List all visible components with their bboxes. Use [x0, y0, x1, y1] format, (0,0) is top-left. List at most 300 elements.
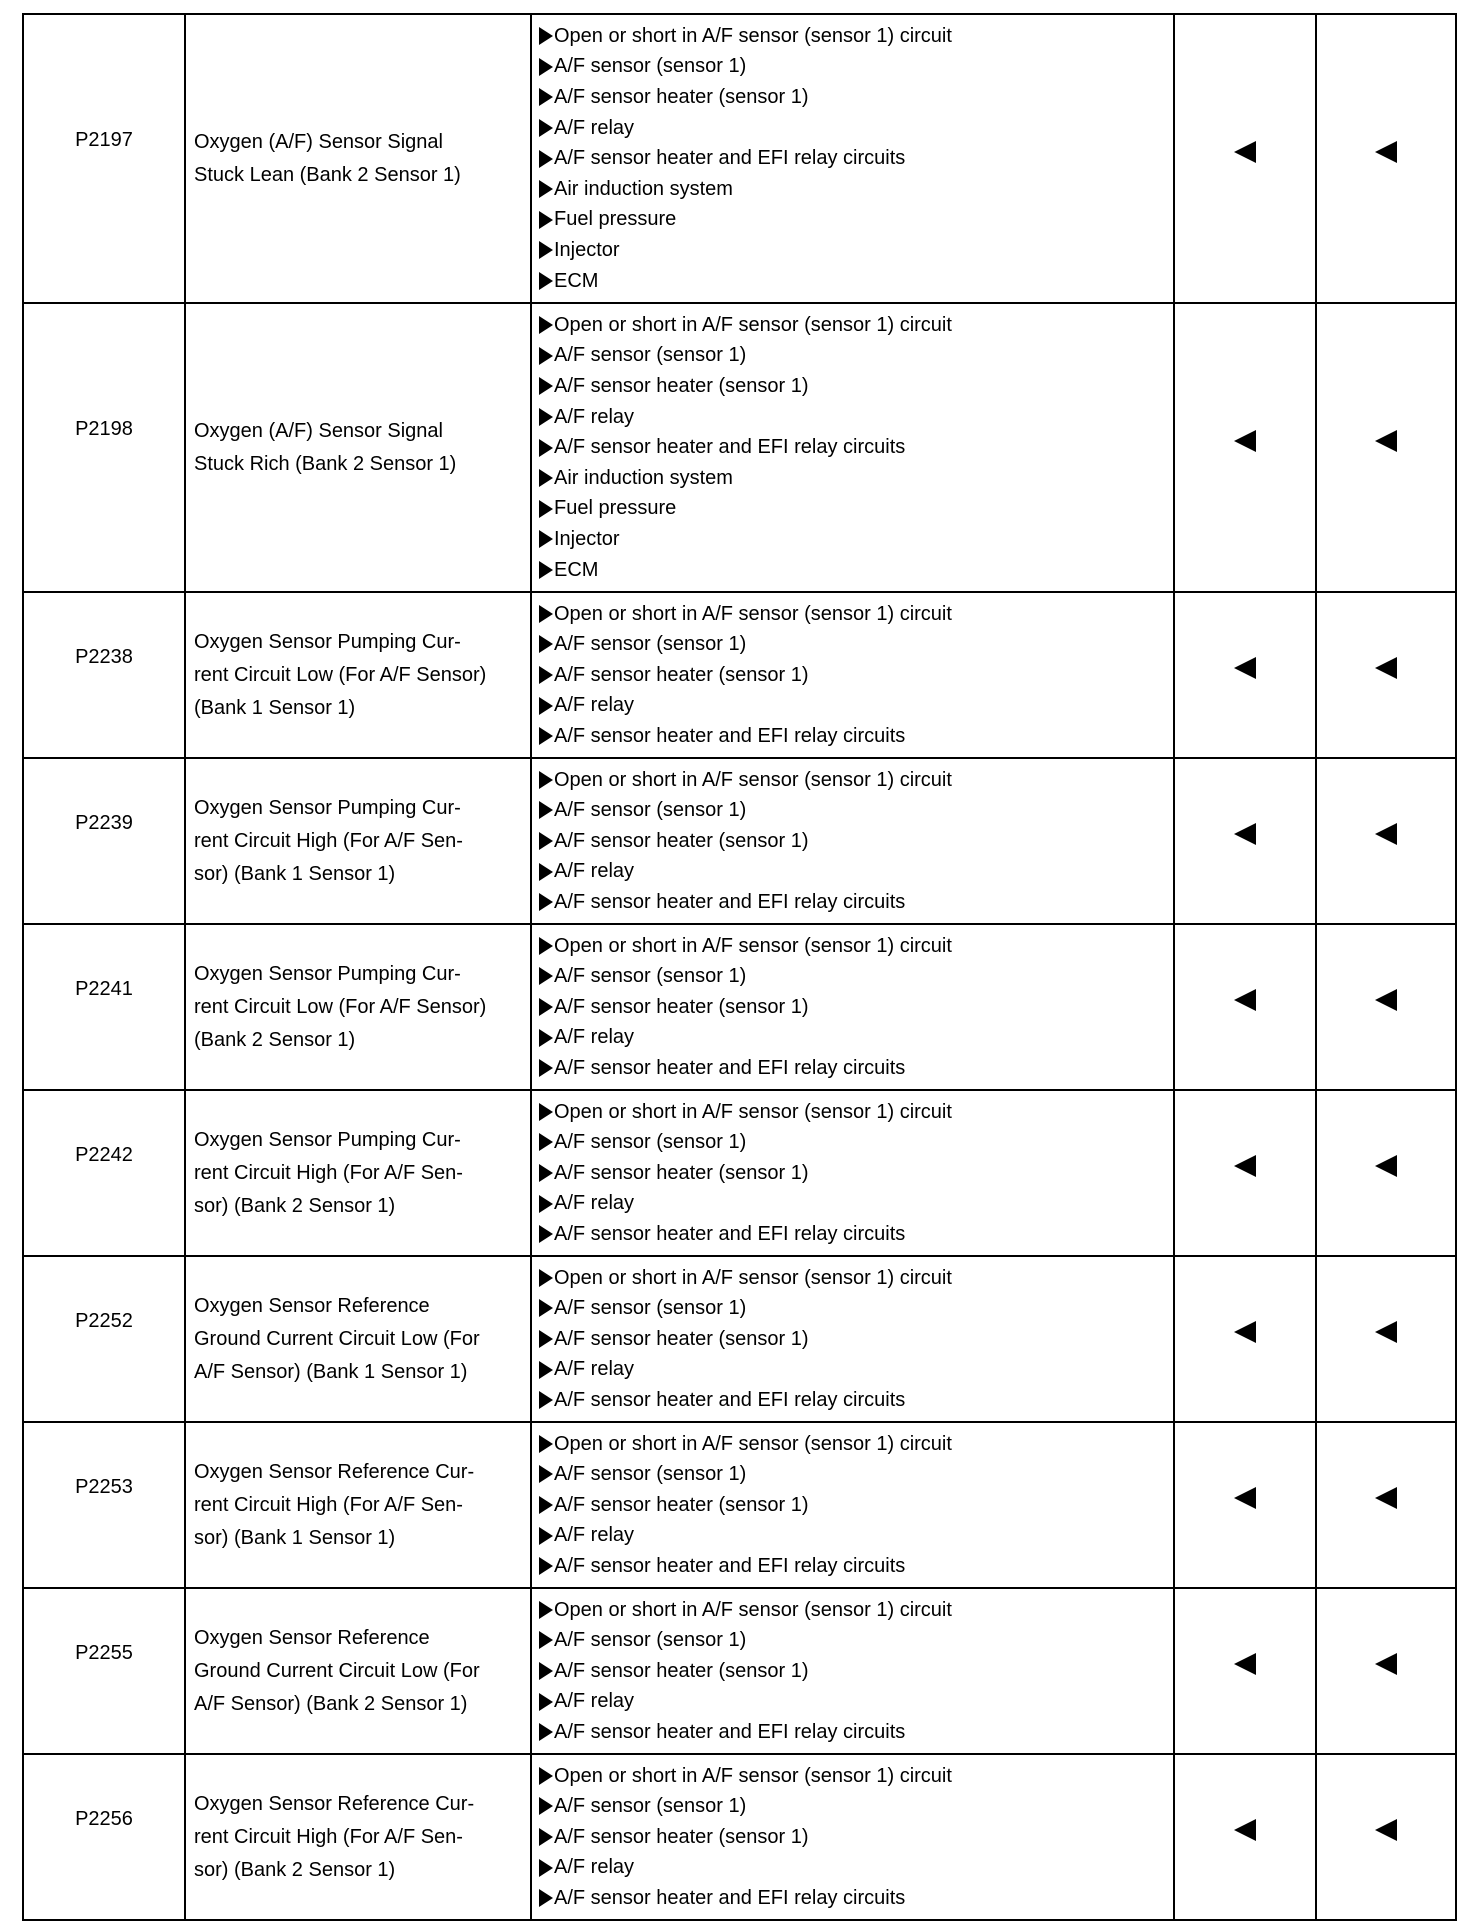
left-triangle-icon	[1375, 1653, 1397, 1675]
trouble-area-list	[539, 1097, 1167, 1250]
list-item	[539, 235, 1167, 266]
list-item	[539, 1822, 1167, 1853]
detection-item-line: sor) (Bank 2 Sensor 1)	[194, 1194, 396, 1217]
left-triangle-icon	[1234, 1487, 1256, 1509]
trouble-area-text: A/F sensor (sensor 1)	[554, 1629, 747, 1652]
list-item	[539, 340, 1167, 371]
trouble-area-text: A/F sensor heater (sensor 1)	[554, 1327, 809, 1350]
bullet-arrow-icon	[539, 27, 553, 45]
left-triangle-icon	[1375, 141, 1397, 163]
detection-item-line: Ground Current Circuit Low (For	[194, 1659, 480, 1682]
detection-item-line: Oxygen Sensor Pumping Cur-	[194, 630, 461, 653]
mil-cell	[1174, 924, 1316, 1090]
left-triangle-icon	[1234, 1819, 1256, 1841]
list-item	[539, 310, 1167, 341]
trouble-area-list	[539, 765, 1167, 918]
table-row	[23, 592, 1456, 758]
bullet-arrow-icon	[539, 1557, 553, 1575]
bullet-arrow-icon	[539, 1465, 553, 1483]
trouble-area-list	[539, 21, 1167, 296]
trouble-area-text: A/F relay	[554, 1026, 635, 1049]
dtc-code-cell	[23, 592, 185, 758]
trouble-area-text: A/F sensor (sensor 1)	[554, 799, 747, 822]
list-item	[539, 266, 1167, 297]
trouble-area-text: A/F sensor heater and EFI relay circuits	[554, 724, 906, 747]
trouble-area-text: A/F relay	[554, 116, 635, 139]
list-item	[539, 1053, 1167, 1084]
mil-cell	[1174, 1422, 1316, 1588]
bullet-arrow-icon	[539, 530, 553, 548]
list-item	[539, 887, 1167, 918]
detection-item-line: (Bank 1 Sensor 1)	[194, 696, 356, 719]
left-triangle-icon	[1375, 1487, 1397, 1509]
mil-cell	[1174, 758, 1316, 924]
trouble-area-text: A/F sensor (sensor 1)	[554, 1131, 747, 1154]
dtc-code-cell	[23, 1588, 185, 1754]
trouble-area-text: A/F relay	[554, 405, 635, 428]
list-item	[539, 1791, 1167, 1822]
trouble-area-text: A/F sensor heater and EFI relay circuits	[554, 1056, 906, 1079]
detection-item-line: Oxygen Sensor Pumping Cur-	[194, 962, 461, 985]
trouble-area-text: A/F sensor (sensor 1)	[554, 1297, 747, 1320]
detection-item-line: Oxygen (A/F) Sensor Signal	[194, 419, 443, 442]
list-item	[539, 463, 1167, 494]
list-item	[539, 856, 1167, 887]
dtc-code-cell	[23, 1754, 185, 1920]
detection-item-line: Oxygen (A/F) Sensor Signal	[194, 130, 443, 153]
trouble-area-cell	[531, 1422, 1174, 1588]
left-triangle-icon	[1375, 1819, 1397, 1841]
bullet-arrow-icon	[539, 1527, 553, 1545]
list-item	[539, 629, 1167, 660]
dtc-code: P2241	[75, 977, 133, 1000]
table-row	[23, 303, 1456, 592]
trouble-area-text: Air induction system	[554, 177, 733, 200]
bullet-arrow-icon	[539, 561, 553, 579]
trouble-area-cell	[531, 1588, 1174, 1754]
list-item	[539, 21, 1167, 52]
left-triangle-icon	[1234, 1155, 1256, 1177]
detection-item-cell	[185, 924, 531, 1090]
list-item	[539, 1263, 1167, 1294]
list-item	[539, 961, 1167, 992]
trouble-area-text: A/F sensor (sensor 1)	[554, 633, 747, 656]
list-item	[539, 795, 1167, 826]
trouble-area-text: A/F relay	[554, 860, 635, 883]
dtc-code: P2253	[75, 1475, 133, 1498]
trouble-area-cell	[531, 303, 1174, 592]
mil-cell	[1174, 303, 1316, 592]
bullet-arrow-icon	[539, 88, 553, 106]
trouble-area-text: A/F relay	[554, 1690, 635, 1713]
detection-item-line: (Bank 2 Sensor 1)	[194, 1028, 356, 1051]
bullet-arrow-icon	[539, 605, 553, 623]
bullet-arrow-icon	[539, 1496, 553, 1514]
left-triangle-icon	[1234, 141, 1256, 163]
list-item	[539, 1852, 1167, 1883]
left-triangle-icon	[1375, 430, 1397, 452]
trouble-area-text: A/F sensor heater (sensor 1)	[554, 1493, 809, 1516]
dtc-code-cell	[23, 1090, 185, 1256]
bullet-arrow-icon	[539, 727, 553, 745]
bullet-arrow-icon	[539, 1435, 553, 1453]
list-item	[539, 660, 1167, 691]
trouble-area-list	[539, 599, 1167, 752]
trouble-area-text: A/F sensor heater and EFI relay circuits	[554, 1554, 906, 1577]
bullet-arrow-icon	[539, 697, 553, 715]
dtc-code: P2198	[75, 418, 133, 441]
detection-item-line: Oxygen Sensor Pumping Cur-	[194, 796, 461, 819]
memory-cell	[1316, 592, 1456, 758]
trouble-area-text: A/F relay	[554, 1358, 635, 1381]
list-item	[539, 1324, 1167, 1355]
list-item	[539, 1625, 1167, 1656]
trouble-area-text: A/F sensor heater (sensor 1)	[554, 1161, 809, 1184]
bullet-arrow-icon	[539, 1889, 553, 1907]
bullet-arrow-icon	[539, 937, 553, 955]
bullet-arrow-icon	[539, 272, 553, 290]
trouble-area-text: ECM	[554, 558, 599, 581]
mil-cell	[1174, 1754, 1316, 1920]
trouble-area-cell	[531, 1754, 1174, 1920]
bullet-arrow-icon	[539, 1164, 553, 1182]
left-triangle-icon	[1375, 657, 1397, 679]
bullet-arrow-icon	[539, 1723, 553, 1741]
detection-item-line: A/F Sensor) (Bank 2 Sensor 1)	[194, 1692, 468, 1715]
trouble-area-text: A/F sensor heater (sensor 1)	[554, 1825, 809, 1848]
list-item	[539, 992, 1167, 1023]
detection-item-line: rent Circuit High (For A/F Sen-	[194, 1493, 463, 1516]
trouble-area-text: A/F sensor heater and EFI relay circuits	[554, 1886, 906, 1909]
trouble-area-text: Open or short in A/F sensor (sensor 1) circuit	[554, 1266, 952, 1289]
dtc-code-cell	[23, 924, 185, 1090]
list-item	[539, 493, 1167, 524]
trouble-area-text: Open or short in A/F sensor (sensor 1) circuit	[554, 1764, 952, 1787]
bullet-arrow-icon	[539, 1662, 553, 1680]
list-item	[539, 599, 1167, 630]
memory-cell	[1316, 1256, 1456, 1422]
bullet-arrow-icon	[539, 1269, 553, 1287]
left-triangle-icon	[1234, 989, 1256, 1011]
memory-cell	[1316, 14, 1456, 303]
left-triangle-icon	[1234, 430, 1256, 452]
left-triangle-icon	[1375, 823, 1397, 845]
list-item	[539, 1490, 1167, 1521]
detection-item-line: rent Circuit Low (For A/F Sensor)	[194, 995, 487, 1018]
bullet-arrow-icon	[539, 500, 553, 518]
trouble-area-text: A/F relay	[554, 1524, 635, 1547]
trouble-area-cell	[531, 758, 1174, 924]
list-item	[539, 1158, 1167, 1189]
list-item	[539, 765, 1167, 796]
trouble-area-text: A/F relay	[554, 1856, 635, 1879]
trouble-area-list	[539, 1263, 1167, 1416]
bullet-arrow-icon	[539, 635, 553, 653]
trouble-area-text: A/F sensor (sensor 1)	[554, 1795, 747, 1818]
detection-item-cell	[185, 1754, 531, 1920]
list-item	[539, 931, 1167, 962]
mil-cell	[1174, 14, 1316, 303]
trouble-area-text: A/F sensor heater and EFI relay circuits	[554, 890, 906, 913]
detection-item-line: sor) (Bank 1 Sensor 1)	[194, 862, 396, 885]
detection-item-line: Oxygen Sensor Reference	[194, 1294, 430, 1317]
bullet-arrow-icon	[539, 1693, 553, 1711]
bullet-arrow-icon	[539, 1391, 553, 1409]
trouble-area-text: Open or short in A/F sensor (sensor 1) circuit	[554, 313, 952, 336]
dtc-code: P2256	[75, 1807, 133, 1830]
memory-cell	[1316, 1422, 1456, 1588]
dtc-code: P2242	[75, 1143, 133, 1166]
bullet-arrow-icon	[539, 1631, 553, 1649]
list-item	[539, 1429, 1167, 1460]
dtc-code-cell	[23, 303, 185, 592]
dtc-code: P2238	[75, 645, 133, 668]
list-item	[539, 826, 1167, 857]
bullet-arrow-icon	[539, 1601, 553, 1619]
trouble-area-cell	[531, 1090, 1174, 1256]
list-item	[539, 143, 1167, 174]
trouble-area-list	[539, 931, 1167, 1084]
table-row	[23, 1754, 1456, 1920]
list-item	[539, 555, 1167, 586]
left-triangle-icon	[1375, 1155, 1397, 1177]
dtc-table-body	[23, 14, 1456, 1920]
bullet-arrow-icon	[539, 316, 553, 334]
bullet-arrow-icon	[539, 408, 553, 426]
detection-item-cell	[185, 1090, 531, 1256]
dtc-code-cell	[23, 14, 185, 303]
detection-item-line: sor) (Bank 2 Sensor 1)	[194, 1858, 396, 1881]
trouble-area-text: Open or short in A/F sensor (sensor 1) circuit	[554, 1432, 952, 1455]
trouble-area-text: A/F sensor heater and EFI relay circuits	[554, 1720, 906, 1743]
detection-item-cell	[185, 1256, 531, 1422]
list-item	[539, 174, 1167, 205]
dtc-table	[22, 13, 1457, 1921]
trouble-area-text: A/F relay	[554, 1192, 635, 1215]
bullet-arrow-icon	[539, 666, 553, 684]
bullet-arrow-icon	[539, 998, 553, 1016]
bullet-arrow-icon	[539, 863, 553, 881]
trouble-area-text: A/F sensor (sensor 1)	[554, 1463, 747, 1486]
list-item	[539, 1022, 1167, 1053]
left-triangle-icon	[1375, 989, 1397, 1011]
list-item	[539, 1656, 1167, 1687]
detection-item-cell	[185, 592, 531, 758]
bullet-arrow-icon	[539, 1299, 553, 1317]
bullet-arrow-icon	[539, 58, 553, 76]
detection-item-cell	[185, 1422, 531, 1588]
trouble-area-text: A/F sensor heater and EFI relay circuits	[554, 1388, 906, 1411]
mil-cell	[1174, 592, 1316, 758]
detection-item-line: Oxygen Sensor Pumping Cur-	[194, 1128, 461, 1151]
trouble-area-text: A/F sensor heater and EFI relay circuits	[554, 1222, 906, 1245]
list-item	[539, 1595, 1167, 1626]
trouble-area-text: A/F sensor (sensor 1)	[554, 55, 747, 78]
trouble-area-cell	[531, 14, 1174, 303]
dtc-code-cell	[23, 1422, 185, 1588]
trouble-area-text: Fuel pressure	[554, 497, 677, 520]
left-triangle-icon	[1375, 1321, 1397, 1343]
list-item	[539, 113, 1167, 144]
dtc-code: P2197	[75, 129, 133, 152]
mil-cell	[1174, 1090, 1316, 1256]
bullet-arrow-icon	[539, 1195, 553, 1213]
list-item	[539, 51, 1167, 82]
detection-item-line: rent Circuit High (For A/F Sen-	[194, 1161, 463, 1184]
list-item	[539, 432, 1167, 463]
bullet-arrow-icon	[539, 119, 553, 137]
table-row	[23, 1256, 1456, 1422]
dtc-code: P2255	[75, 1641, 133, 1664]
detection-item-line: A/F Sensor) (Bank 1 Sensor 1)	[194, 1360, 468, 1383]
trouble-area-text: Open or short in A/F sensor (sensor 1) circuit	[554, 1100, 952, 1123]
trouble-area-text: Fuel pressure	[554, 208, 677, 231]
detection-item-cell	[185, 303, 531, 592]
bullet-arrow-icon	[539, 1029, 553, 1047]
bullet-arrow-icon	[539, 1828, 553, 1846]
table-row	[23, 1588, 1456, 1754]
bullet-arrow-icon	[539, 832, 553, 850]
trouble-area-text: Injector	[554, 238, 620, 261]
trouble-area-text: Open or short in A/F sensor (sensor 1) circuit	[554, 602, 952, 625]
trouble-area-text: ECM	[554, 269, 599, 292]
trouble-area-cell	[531, 592, 1174, 758]
table-row	[23, 14, 1456, 303]
table-row	[23, 1422, 1456, 1588]
left-triangle-icon	[1234, 657, 1256, 679]
bullet-arrow-icon	[539, 771, 553, 789]
list-item	[539, 1883, 1167, 1914]
mil-cell	[1174, 1588, 1316, 1754]
trouble-area-text: A/F sensor heater and EFI relay circuits	[554, 436, 906, 459]
table-row	[23, 924, 1456, 1090]
bullet-arrow-icon	[539, 347, 553, 365]
detection-item-cell	[185, 758, 531, 924]
trouble-area-text: A/F relay	[554, 694, 635, 717]
detection-item-line: Oxygen Sensor Reference	[194, 1626, 430, 1649]
trouble-area-list	[539, 1429, 1167, 1582]
trouble-area-text: A/F sensor heater (sensor 1)	[554, 995, 809, 1018]
detection-item-line: Oxygen Sensor Reference Cur-	[194, 1792, 475, 1815]
list-item	[539, 1127, 1167, 1158]
list-item	[539, 82, 1167, 113]
trouble-area-cell	[531, 1256, 1174, 1422]
bullet-arrow-icon	[539, 1133, 553, 1151]
memory-cell	[1316, 1090, 1456, 1256]
bullet-arrow-icon	[539, 1225, 553, 1243]
table-row	[23, 1090, 1456, 1256]
bullet-arrow-icon	[539, 967, 553, 985]
mil-cell	[1174, 1256, 1316, 1422]
trouble-area-text: A/F sensor heater (sensor 1)	[554, 1659, 809, 1682]
bullet-arrow-icon	[539, 150, 553, 168]
left-triangle-icon	[1234, 823, 1256, 845]
list-item	[539, 1385, 1167, 1416]
trouble-area-text: Open or short in A/F sensor (sensor 1) circuit	[554, 768, 952, 791]
list-item	[539, 1219, 1167, 1250]
dtc-code-cell	[23, 1256, 185, 1422]
trouble-area-text: A/F sensor heater (sensor 1)	[554, 86, 809, 109]
detection-item-cell	[185, 14, 531, 303]
bullet-arrow-icon	[539, 1361, 553, 1379]
trouble-area-text: A/F sensor (sensor 1)	[554, 344, 747, 367]
memory-cell	[1316, 1588, 1456, 1754]
trouble-area-text: A/F sensor heater (sensor 1)	[554, 375, 809, 398]
detection-item-line: Ground Current Circuit Low (For	[194, 1327, 480, 1350]
list-item	[539, 1354, 1167, 1385]
detection-item-line: rent Circuit Low (For A/F Sensor)	[194, 663, 487, 686]
table-row	[23, 758, 1456, 924]
list-item	[539, 690, 1167, 721]
bullet-arrow-icon	[539, 1767, 553, 1785]
list-item	[539, 524, 1167, 555]
trouble-area-text: Open or short in A/F sensor (sensor 1) circuit	[554, 1598, 952, 1621]
left-triangle-icon	[1234, 1653, 1256, 1675]
trouble-area-cell	[531, 924, 1174, 1090]
memory-cell	[1316, 1754, 1456, 1920]
bullet-arrow-icon	[539, 1330, 553, 1348]
bullet-arrow-icon	[539, 1103, 553, 1121]
trouble-area-text: A/F sensor heater (sensor 1)	[554, 663, 809, 686]
detection-item-line: sor) (Bank 1 Sensor 1)	[194, 1526, 396, 1549]
bullet-arrow-icon	[539, 241, 553, 259]
list-item	[539, 1459, 1167, 1490]
trouble-area-text: Injector	[554, 527, 620, 550]
list-item	[539, 1761, 1167, 1792]
left-triangle-icon	[1234, 1321, 1256, 1343]
list-item	[539, 1551, 1167, 1582]
memory-cell	[1316, 924, 1456, 1090]
detection-item-line: rent Circuit High (For A/F Sen-	[194, 829, 463, 852]
bullet-arrow-icon	[539, 1797, 553, 1815]
list-item	[539, 1717, 1167, 1748]
detection-item-cell	[185, 1588, 531, 1754]
trouble-area-list	[539, 1595, 1167, 1748]
list-item	[539, 1520, 1167, 1551]
trouble-area-text: A/F sensor heater (sensor 1)	[554, 829, 809, 852]
list-item	[539, 1686, 1167, 1717]
bullet-arrow-icon	[539, 1859, 553, 1877]
bullet-arrow-icon	[539, 377, 553, 395]
list-item	[539, 402, 1167, 433]
detection-item-line: Oxygen Sensor Reference Cur-	[194, 1460, 475, 1483]
bullet-arrow-icon	[539, 1059, 553, 1077]
trouble-area-text: Air induction system	[554, 466, 733, 489]
detection-item-line: Stuck Lean (Bank 2 Sensor 1)	[194, 163, 461, 186]
trouble-area-text: Open or short in A/F sensor (sensor 1) circuit	[554, 934, 952, 957]
memory-cell	[1316, 758, 1456, 924]
trouble-area-text: A/F sensor (sensor 1)	[554, 965, 747, 988]
trouble-area-list	[539, 1761, 1167, 1914]
list-item	[539, 1293, 1167, 1324]
bullet-arrow-icon	[539, 439, 553, 457]
list-item	[539, 1097, 1167, 1128]
bullet-arrow-icon	[539, 801, 553, 819]
memory-cell	[1316, 303, 1456, 592]
bullet-arrow-icon	[539, 469, 553, 487]
list-item	[539, 721, 1167, 752]
list-item	[539, 1188, 1167, 1219]
list-item	[539, 204, 1167, 235]
trouble-area-list	[539, 310, 1167, 585]
bullet-arrow-icon	[539, 893, 553, 911]
trouble-area-text: Open or short in A/F sensor (sensor 1) circuit	[554, 24, 952, 47]
detection-item-line: Stuck Rich (Bank 2 Sensor 1)	[194, 452, 457, 475]
dtc-code: P2252	[75, 1309, 133, 1332]
dtc-code: P2239	[75, 811, 133, 834]
detection-item-line: rent Circuit High (For A/F Sen-	[194, 1825, 463, 1848]
bullet-arrow-icon	[539, 211, 553, 229]
